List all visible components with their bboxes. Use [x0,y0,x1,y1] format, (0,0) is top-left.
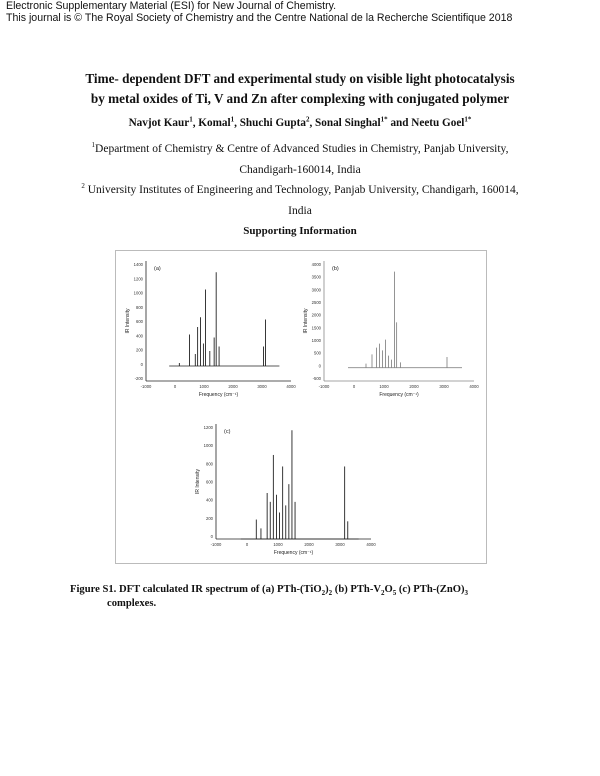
x-tick-label: -1000 [140,384,152,389]
y-tick-label: 2000 [311,312,321,318]
x-axis-label: Frequency (cm⁻¹) [198,392,239,398]
x-tick-label: -1000 [210,542,222,547]
author-affiliation-mark: 1* [380,115,388,124]
affiliation-text: University Institutes of Engineering and Technology, Panjab University, Chandigarh, 160014, [84,184,519,196]
x-axis-label: Frequency (cm⁻¹) [379,392,419,398]
x-tick-label: 4000 [366,542,376,547]
y-tick-label: 0 [140,361,143,367]
x-tick-label: 0 [173,384,177,389]
caption-subscript: 2 [321,589,326,598]
x-tick-label: 2000 [228,384,238,389]
x-tick-label: 0 [352,384,356,389]
x-tick-label: 0 [245,542,249,547]
y-tick-label: 1200 [133,276,143,282]
author-separator: , [192,117,199,129]
author-affiliation-mark: 2 [305,115,310,124]
y-tick-label: 400 [206,497,213,503]
y-tick-label: 1000 [311,338,321,343]
caption-text: (b) PTh-V [332,584,381,595]
panel-label: (c) [224,429,231,435]
affiliation-1-line-2: Chandigarh-160014, India [239,164,361,176]
caption-line-2: complexes. [107,598,157,609]
caption-subscript: 2 [381,589,385,598]
y-tick-label: -500 [312,376,321,381]
author-affiliation-mark: 1 [189,115,193,124]
y-tick-label: 400 [136,333,143,339]
x-tick-label: 1000 [199,384,209,389]
author-affiliation-mark: 1* [464,115,472,124]
panel-label: (a) [154,266,161,272]
esi-header-line-2: This journal is © The Royal Society of Chemistry and the Centre National de la Recherche Scientifique 2018 [6,12,513,24]
affiliation-1-line-1 [0,140,600,158]
y-tick-label: 4000 [311,262,321,267]
y-tick-label: 800 [136,304,143,310]
author-separator: and [387,117,412,129]
caption-subscript: 5 [392,589,397,598]
caption-subscript: 3 [464,589,469,598]
x-tick-label: -1000 [318,384,330,389]
y-axis-label: IR Intensity [125,308,131,334]
y-axis-label: IR Intensity [303,308,309,334]
y-tick-label: 500 [314,350,321,356]
figure-s1 [115,250,487,564]
x-tick-label: 4000 [469,384,479,389]
y-tick-label: 600 [206,479,213,485]
affiliation-2-line-2: India [288,205,312,217]
y-tick-label: 1400 [133,262,143,267]
caption-text: ) [325,584,329,595]
y-tick-label: 1500 [311,325,321,331]
x-tick-label: 1000 [379,384,389,389]
author-name: Neetu Goel [411,117,465,129]
caption-subscript: 2 [328,589,333,598]
figure-caption [70,583,550,611]
x-tick-label: 2000 [409,384,419,389]
x-axis-label: Frequency (cm⁻¹) [273,550,314,556]
x-tick-label: 3000 [335,542,345,547]
author-separator: , [309,117,316,129]
ir-spectra-figure [116,251,486,563]
author-list [0,114,600,132]
x-tick-label: 3000 [439,384,449,389]
y-tick-label: -200 [134,376,143,381]
paper-title-line-2: by metal oxides of Ti, V and Zn after complexing with conjugated polymer [90,91,510,106]
y-axis-label: IR Intensity [195,468,201,495]
caption-text: (c) PTh-(ZnO) [396,584,465,595]
x-tick-label: 4000 [286,384,296,389]
paper-title-line-1: Time- dependent DFT and experimental study on visible light photocatalysis [85,71,515,86]
author-name: Sonal Singhal [315,117,381,129]
affiliation-mark: 2 [81,182,85,191]
author-name: Shuchi Gupta [239,117,306,129]
author-affiliation-mark: 1 [230,115,235,124]
x-tick-label: 2000 [304,542,314,547]
esi-header-line-1: Electronic Supplementary Material (ESI) for New Journal of Chemistry. [6,0,337,12]
y-tick-label: 1000 [133,290,143,296]
affiliation-mark: 1 [91,141,96,150]
y-tick-label: 1200 [203,425,213,430]
y-tick-label: 2500 [311,300,321,305]
y-tick-label: 3000 [311,287,321,293]
x-tick-label: 3000 [257,384,267,389]
section-heading: Supporting Information [243,225,357,237]
y-tick-label: 800 [206,461,213,467]
affiliation-2-line-1 [0,181,600,199]
caption-text: O [384,584,393,595]
y-tick-label: 200 [136,347,143,353]
y-tick-label: 0 [210,534,213,539]
y-tick-label: 3500 [311,274,321,280]
author-separator: , [234,117,240,129]
y-tick-label: 1000 [203,443,213,449]
author-name: Komal [198,117,231,129]
y-tick-label: 0 [318,363,321,369]
panel-label: (b) [332,266,339,272]
author-name: Navjot Kaur [128,117,190,129]
caption-label: Figure S1. [70,584,117,595]
caption-text: DFT calculated IR spectrum of (a) PTh-(TiO [116,584,322,595]
y-tick-label: 200 [206,515,213,521]
x-tick-label: 1000 [273,542,283,547]
y-tick-label: 600 [136,319,143,324]
affiliation-text: Department of Chemistry & Centre of Advanced Studies in Chemistry, Panjab University, [95,143,509,155]
